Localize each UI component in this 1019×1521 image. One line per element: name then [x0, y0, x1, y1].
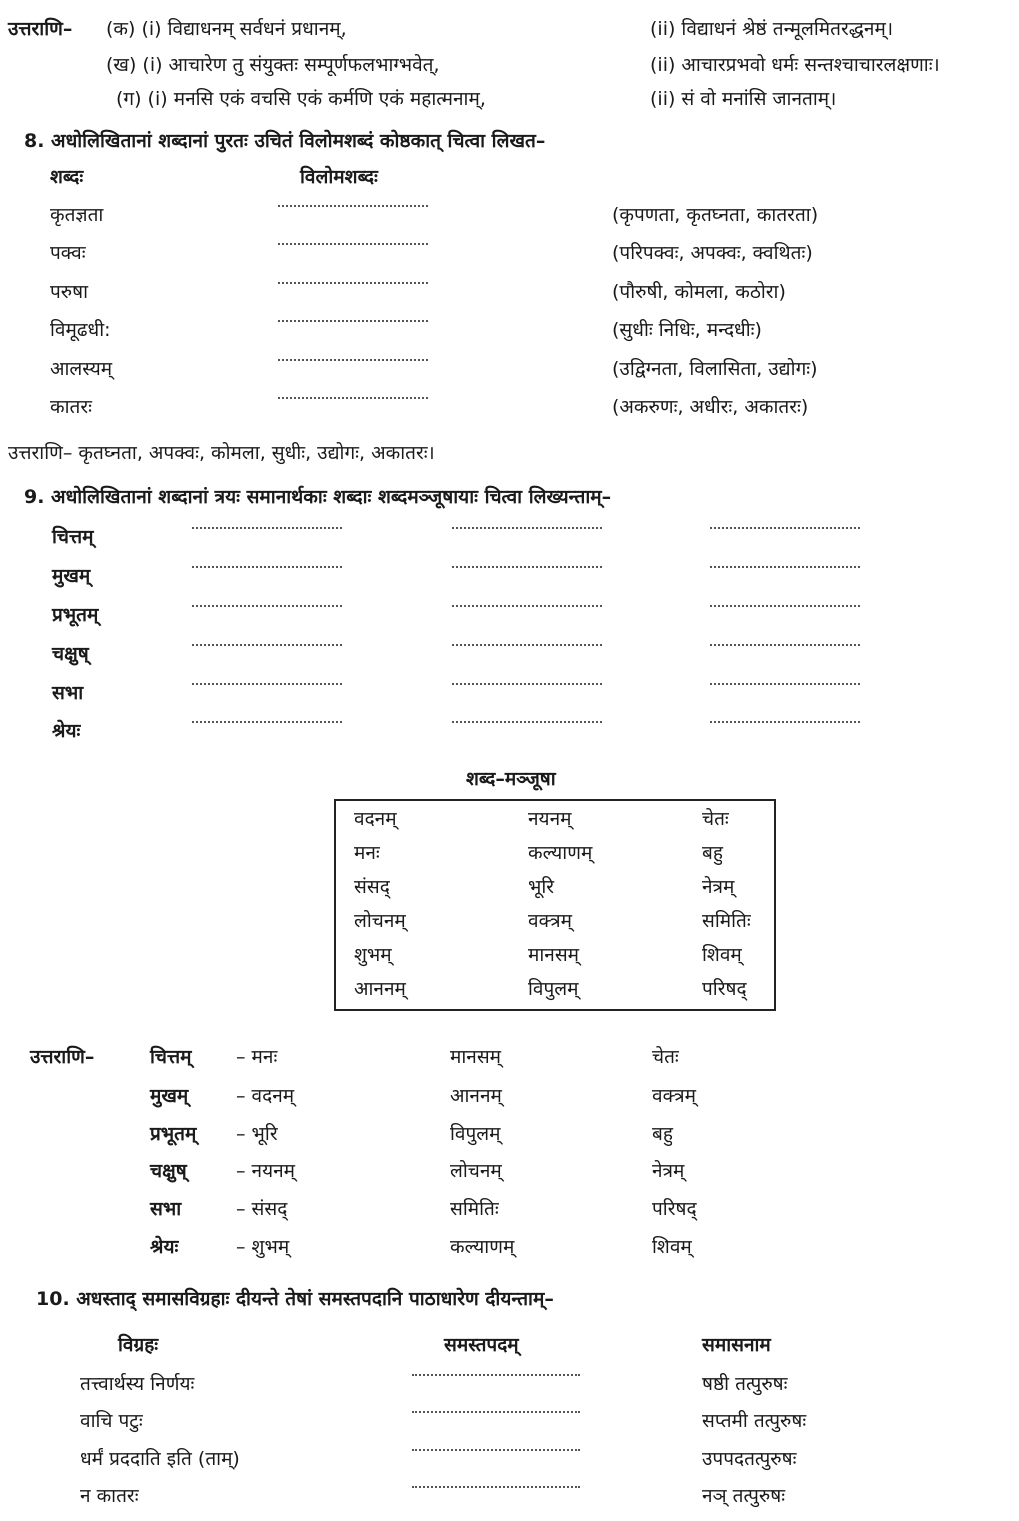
q9-answer-syn: शिवम्	[652, 1236, 692, 1258]
box-word: शुभम्	[354, 944, 392, 966]
q8-word: पक्वः	[50, 242, 86, 264]
answer-blank[interactable]	[452, 527, 602, 529]
q9-answer-syn: समितिः	[450, 1198, 499, 1220]
box-word: मनः	[354, 842, 380, 864]
answer-blank[interactable]	[452, 605, 602, 607]
q9-answer-syn: कल्याणम्	[450, 1236, 515, 1258]
box-word: संसद्	[354, 876, 390, 898]
q9-answer-syn: आननम्	[450, 1085, 502, 1107]
box-word: वक्त्रम्	[528, 910, 572, 932]
q8-options: (अकरुणः, अधीरः, अकातरः)	[612, 396, 809, 418]
box-word: मानसम्	[528, 944, 580, 966]
q8-word: आलस्यम्	[50, 358, 113, 380]
column-header-vigraha: विग्रहः	[118, 1334, 159, 1356]
q10-vigraha: वाचि पटुः	[80, 1410, 143, 1432]
box-word: वदनम्	[354, 808, 397, 830]
answer-blank[interactable]	[192, 644, 342, 646]
q8-options: (उद्विग्नता, विलासिता, उद्योगः)	[612, 358, 818, 380]
q9-word: चित्तम्	[52, 526, 94, 548]
column-header-samastapada: समस्तपदम्	[444, 1334, 519, 1356]
q9-word: सभा	[52, 682, 84, 704]
answer-blank[interactable]	[412, 1411, 580, 1413]
q10-vigraha: तत्त्वार्थस्य निर्णयः	[80, 1373, 195, 1395]
q8-options: (पौरुषी, कोमला, कठोरा)	[612, 281, 786, 303]
answer-label: उत्तराणि–	[8, 18, 73, 40]
answer-blank[interactable]	[710, 566, 860, 568]
q10-vigraha: न कातरः	[80, 1485, 139, 1507]
answer-blank[interactable]	[278, 282, 428, 284]
q9-answer-word: मुखम्	[150, 1085, 189, 1107]
q9-answer-word: चक्षुष्	[150, 1160, 187, 1182]
answer-blank[interactable]	[452, 721, 602, 723]
box-word: बहु	[702, 842, 723, 864]
q9-answer-syn: – भूरि	[236, 1123, 278, 1145]
q9-answer-syn: मानसम्	[450, 1046, 502, 1068]
box-word: शिवम्	[702, 944, 742, 966]
box-word: नेत्रम्	[702, 876, 735, 898]
answer-blank[interactable]	[412, 1374, 580, 1376]
column-header-antonym: विलोमशब्दः	[300, 166, 378, 188]
q8-word: विमूढधी:	[50, 319, 111, 341]
q8-word: कृतज्ञता	[50, 204, 104, 226]
q9-answer-syn: विपुलम्	[450, 1123, 501, 1145]
q9-answer-word: श्रेयः	[150, 1236, 179, 1258]
q8-options: (परिपक्वः, अपक्वः, क्वथितः)	[612, 242, 813, 264]
q9-answer-syn: – मनः	[236, 1046, 278, 1068]
q9-answer-syn: – वदनम्	[236, 1085, 295, 1107]
answer-blank[interactable]	[192, 605, 342, 607]
answer-blank[interactable]	[278, 205, 428, 207]
box-word: भूरि	[528, 876, 555, 898]
answer-blank[interactable]	[192, 566, 342, 568]
q9-answer-syn: – शुभम्	[236, 1236, 290, 1258]
q9-answer-word: प्रभूतम्	[150, 1123, 197, 1145]
q9-answer-syn: परिषद्	[652, 1198, 697, 1220]
question-8-title: 8. अधोलिखितानां शब्दानां पुरतः उचितं विलोमशब्दं कोष्ठकात् चित्वा लिखत–	[24, 130, 546, 152]
q10-samasanama: षष्ठी तत्पुरुषः	[702, 1373, 788, 1395]
answer-blank[interactable]	[412, 1486, 580, 1488]
q9-word: श्रेयः	[52, 720, 81, 742]
q9-answer-syn: – संसद्	[236, 1198, 288, 1220]
q8-options: (कृपणता, कृतघ्नता, कातरता)	[612, 204, 819, 226]
q9-word: चक्षुष्	[52, 643, 89, 665]
q9-answer-word: सभा	[150, 1198, 182, 1220]
q9-answer-syn: – नयनम्	[236, 1160, 296, 1182]
answer-blank[interactable]	[278, 320, 428, 322]
q10-samasanama: उपपदतत्पुरुषः	[702, 1448, 797, 1470]
box-word: परिषद्	[702, 978, 747, 1000]
q10-samasanama: नञ् तत्पुरुषः	[702, 1485, 786, 1507]
box-word: चेतः	[702, 808, 729, 830]
box-word: कल्याणम्	[528, 842, 593, 864]
box-word: आननम्	[354, 978, 406, 1000]
answer-blank[interactable]	[452, 644, 602, 646]
q10-vigraha: धर्मं प्रददाति इति (ताम्)	[80, 1448, 240, 1470]
answer-line: (ii) आचारप्रभवो धर्मः सन्तश्चाचारलक्षणाः।	[650, 54, 940, 76]
q9-answer-syn: लोचनम्	[450, 1160, 502, 1182]
q9-answer-syn: वक्त्रम्	[652, 1085, 696, 1107]
column-header-samasanama: समासनाम	[702, 1334, 771, 1356]
answer-blank[interactable]	[710, 527, 860, 529]
q8-options: (सुधीः निधिः, मन्दधीः)	[612, 319, 762, 341]
q8-answer: उत्तराणि– कृतघ्नता, अपक्वः, कोमला, सुधीः, उद्योगः, अकातरः।	[8, 442, 435, 464]
answer-blank[interactable]	[278, 243, 428, 245]
column-header-word: शब्दः	[50, 166, 84, 188]
question-9-title: 9. अधोलिखितानां शब्दानां त्रयः समानार्थकाः शब्दाः शब्दमञ्जूषायाः चित्वा लिख्यन्ताम्–	[24, 486, 612, 508]
answer-blank[interactable]	[452, 566, 602, 568]
answer-blank[interactable]	[192, 527, 342, 529]
box-word: समितिः	[702, 910, 751, 932]
answer-line: (ii) विद्याधनं श्रेष्ठं तन्मूलमितरद्धनम्।	[650, 18, 894, 40]
q9-answer-syn: नेत्रम्	[652, 1160, 685, 1182]
answer-blank[interactable]	[278, 397, 428, 399]
answer-line: (ii) सं वो मनांसि जानताम्।	[650, 88, 837, 110]
answer-line: (क) (i) विद्याधनम् सर्वधनं प्रधानम्,	[106, 18, 347, 40]
answer-blank[interactable]	[192, 683, 342, 685]
answer-line: (ख) (i) आचारेण तु संयुक्तः सम्पूर्णफलभाग्भवेत्,	[106, 54, 440, 76]
answer-blank[interactable]	[710, 605, 860, 607]
answer-blank[interactable]	[710, 644, 860, 646]
q9-answer-syn: बहु	[652, 1123, 673, 1145]
q9-word: प्रभूतम्	[52, 604, 99, 626]
q8-word: कातरः	[50, 396, 92, 418]
q9-answer-word: चित्तम्	[150, 1046, 192, 1068]
q10-samasanama: सप्तमी तत्पुरुषः	[702, 1410, 807, 1432]
answer-blank[interactable]	[192, 721, 342, 723]
box-word: लोचनम्	[354, 910, 406, 932]
box-word: विपुलम्	[528, 978, 579, 1000]
answer-blank[interactable]	[710, 683, 860, 685]
answer-blank[interactable]	[278, 359, 428, 361]
word-box-title: शब्द–मञ्जूषा	[466, 768, 556, 790]
answer-line: (ग) (i) मनसि एकं वचसि एकं कर्मणि एकं महात्मनाम्,	[116, 88, 486, 110]
q8-word: परुषा	[50, 281, 89, 303]
q9-word: मुखम्	[52, 565, 91, 587]
answer-blank[interactable]	[412, 1449, 580, 1451]
question-10-title: 10. अधस्ताद् समासविग्रहाः दीयन्ते तेषां समस्तपदानि पाठाधारेण दीयन्ताम्–	[36, 1288, 554, 1310]
box-word: नयनम्	[528, 808, 572, 830]
q9-answer-label: उत्तराणि–	[30, 1046, 95, 1068]
answer-blank[interactable]	[710, 721, 860, 723]
q9-answer-syn: चेतः	[652, 1046, 679, 1068]
answer-blank[interactable]	[452, 683, 602, 685]
